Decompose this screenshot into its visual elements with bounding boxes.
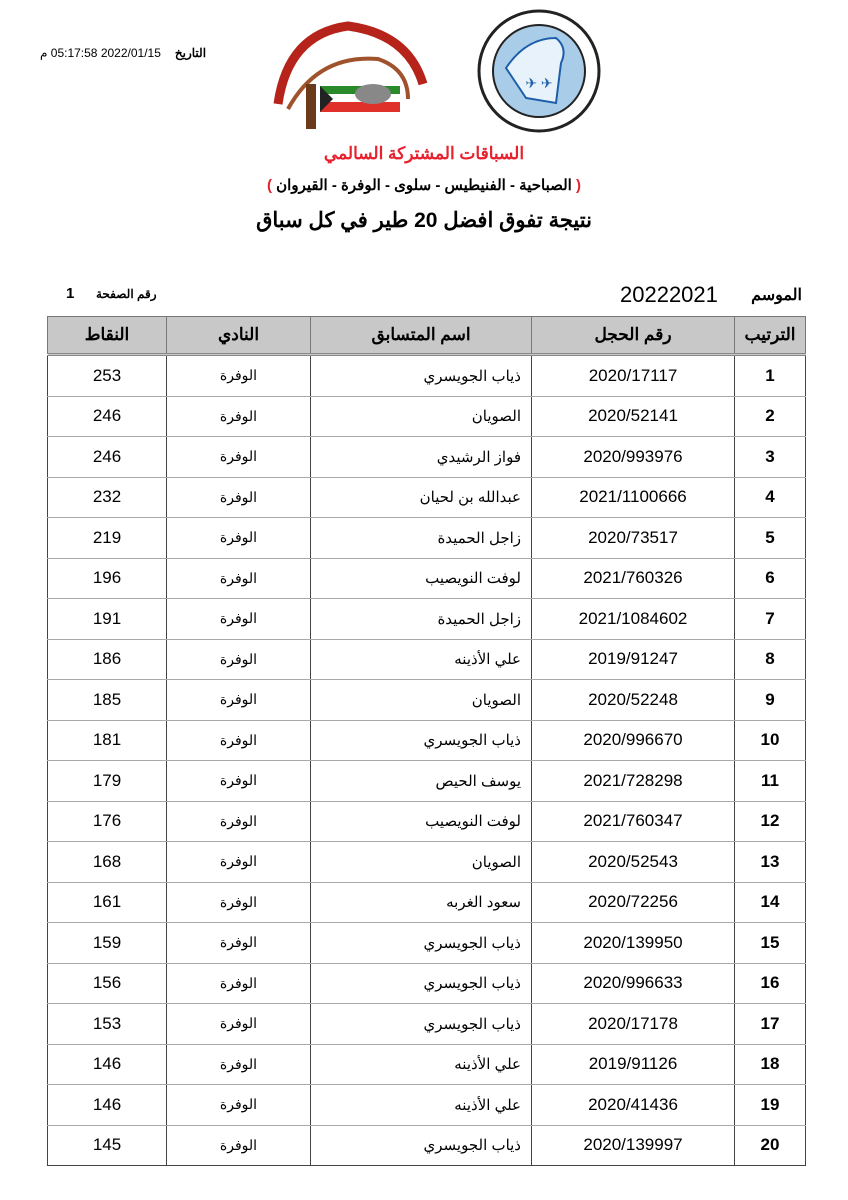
cell-pts: 232 [48, 477, 167, 518]
cell-club: الوفرة [167, 1085, 311, 1126]
cell-ring: 2020/139997 [532, 1125, 735, 1166]
club-logo [258, 14, 438, 134]
col-club: النادي [167, 317, 311, 355]
cell-rank: 13 [735, 842, 806, 883]
cell-pts: 146 [48, 1044, 167, 1085]
cell-ring: 2019/91126 [532, 1044, 735, 1085]
cell-pts: 161 [48, 882, 167, 923]
cell-name: ذياب الجويسري [311, 963, 532, 1004]
table-row [48, 842, 806, 883]
race-list [0, 176, 848, 194]
cell-pts: 196 [48, 558, 167, 599]
cell-rank: 3 [735, 437, 806, 478]
table-row [48, 437, 806, 478]
cell-name: ذياب الجويسري [311, 355, 532, 397]
table-header-row [48, 317, 806, 355]
page-number-label: رقم الصفحة [96, 287, 157, 301]
cell-club: الوفرة [167, 842, 311, 883]
results-table [47, 316, 806, 1166]
cell-ring: 2020/52543 [532, 842, 735, 883]
table-row [48, 882, 806, 923]
cell-rank: 12 [735, 801, 806, 842]
cell-rank: 17 [735, 1004, 806, 1045]
cell-pts: 156 [48, 963, 167, 1004]
cell-club: الوفرة [167, 558, 311, 599]
cell-pts: 185 [48, 680, 167, 721]
table-row [48, 477, 806, 518]
cell-ring: 2019/91247 [532, 639, 735, 680]
cell-name: فواز الرشيدي [311, 437, 532, 478]
cell-name: ذياب الجويسري [311, 1004, 532, 1045]
cell-club: الوفرة [167, 882, 311, 923]
cell-ring: 2020/993976 [532, 437, 735, 478]
table-row [48, 558, 806, 599]
cell-club: الوفرة [167, 599, 311, 640]
date-label: التاريخ [174, 46, 207, 60]
cell-rank: 1 [735, 355, 806, 397]
cell-name: لوفت النويصيب [311, 801, 532, 842]
cell-ring: 2020/52248 [532, 680, 735, 721]
col-name: اسم المتسابق [311, 317, 532, 355]
cell-rank: 19 [735, 1085, 806, 1126]
cell-ring: 2021/1100666 [532, 477, 735, 518]
table-row [48, 518, 806, 559]
report-title: نتيجة تفوق افضل 20 طير في كل سباق [256, 209, 592, 232]
cell-pts: 145 [48, 1125, 167, 1166]
cell-club: الوفرة [167, 1044, 311, 1085]
season-value: 20222021 [620, 282, 718, 307]
paren-open: ( [576, 177, 582, 194]
cell-ring: 2021/1084602 [532, 599, 735, 640]
cell-name: سعود الغربه [311, 882, 532, 923]
cell-ring: 2020/52141 [532, 396, 735, 437]
table-row [48, 599, 806, 640]
cell-rank: 2 [735, 396, 806, 437]
cell-ring: 2020/17117 [532, 355, 735, 397]
date-value: 2022/01/15 05:17:58 م [40, 46, 161, 60]
cell-club: الوفرة [167, 396, 311, 437]
table-row [48, 1125, 806, 1166]
cell-club: الوفرة [167, 355, 311, 397]
competition-title: السباقات المشتركة السالمي [323, 144, 525, 163]
report-date [40, 46, 206, 60]
col-points: النقاط [48, 317, 167, 355]
cell-rank: 18 [735, 1044, 806, 1085]
cell-rank: 10 [735, 720, 806, 761]
cell-ring: 2020/41436 [532, 1085, 735, 1126]
cell-ring: 2020/996633 [532, 963, 735, 1004]
cell-rank: 4 [735, 477, 806, 518]
cell-name: زاجل الحميدة [311, 518, 532, 559]
cell-club: الوفرة [167, 1125, 311, 1166]
table-row [48, 1004, 806, 1045]
cell-name: الصويان [311, 680, 532, 721]
cell-pts: 253 [48, 355, 167, 397]
cell-club: الوفرة [167, 518, 311, 559]
table-row [48, 1085, 806, 1126]
cell-name: عبدالله بن لحيان [311, 477, 532, 518]
cell-name: لوفت النويصيب [311, 558, 532, 599]
cell-club: الوفرة [167, 720, 311, 761]
cell-ring: 2020/139950 [532, 923, 735, 964]
cell-name: ذياب الجويسري [311, 923, 532, 964]
cell-name: الصويان [311, 396, 532, 437]
cell-rank: 15 [735, 923, 806, 964]
cell-ring: 2020/72256 [532, 882, 735, 923]
page-number: 1 [66, 285, 75, 302]
cell-rank: 8 [735, 639, 806, 680]
season-label: الموسم [751, 287, 802, 304]
cell-ring: 2020/17178 [532, 1004, 735, 1045]
cell-rank: 16 [735, 963, 806, 1004]
table-row [48, 801, 806, 842]
cell-club: الوفرة [167, 923, 311, 964]
table-row [48, 1044, 806, 1085]
race-names: الصباحية - الفنيطيس - سلوى - الوفرة - القيروان [276, 177, 572, 194]
cell-ring: 2021/760326 [532, 558, 735, 599]
cell-name: علي الأذينه [311, 1044, 532, 1085]
table-row [48, 639, 806, 680]
cell-pts: 181 [48, 720, 167, 761]
cell-pts: 191 [48, 599, 167, 640]
cell-club: الوفرة [167, 477, 311, 518]
cell-pts: 176 [48, 801, 167, 842]
cell-pts: 146 [48, 1085, 167, 1126]
cell-pts: 153 [48, 1004, 167, 1045]
cell-ring: 2021/728298 [532, 761, 735, 802]
paren-close: ) [266, 177, 272, 194]
cell-name: زاجل الحميدة [311, 599, 532, 640]
cell-pts: 159 [48, 923, 167, 964]
cell-name: علي الأذينه [311, 639, 532, 680]
table-row [48, 761, 806, 802]
cell-name: الصويان [311, 842, 532, 883]
federation-logo [476, 8, 602, 134]
cell-ring: 2020/73517 [532, 518, 735, 559]
cell-rank: 9 [735, 680, 806, 721]
cell-name: ذياب الجويسري [311, 1125, 532, 1166]
cell-rank: 20 [735, 1125, 806, 1166]
table-row [48, 963, 806, 1004]
cell-ring: 2021/760347 [532, 801, 735, 842]
table-row [48, 720, 806, 761]
cell-pts: 179 [48, 761, 167, 802]
cell-club: الوفرة [167, 437, 311, 478]
cell-club: الوفرة [167, 963, 311, 1004]
cell-name: يوسف الحيص [311, 761, 532, 802]
cell-club: الوفرة [167, 761, 311, 802]
cell-pts: 246 [48, 396, 167, 437]
cell-rank: 7 [735, 599, 806, 640]
cell-name: ذياب الجويسري [311, 720, 532, 761]
table-row [48, 396, 806, 437]
cell-pts: 219 [48, 518, 167, 559]
cell-rank: 11 [735, 761, 806, 802]
table-row [48, 680, 806, 721]
cell-pts: 186 [48, 639, 167, 680]
cell-rank: 6 [735, 558, 806, 599]
cell-rank: 14 [735, 882, 806, 923]
col-ring: رقم الحجل [532, 317, 735, 355]
table-row [48, 923, 806, 964]
svg-text:✈ ✈: ✈ ✈ [525, 75, 553, 91]
col-rank: الترتيب [735, 317, 806, 355]
cell-club: الوفرة [167, 639, 311, 680]
cell-club: الوفرة [167, 680, 311, 721]
cell-rank: 5 [735, 518, 806, 559]
cell-club: الوفرة [167, 1004, 311, 1045]
table-row [48, 355, 806, 397]
cell-pts: 168 [48, 842, 167, 883]
cell-club: الوفرة [167, 801, 311, 842]
cell-name: علي الأذينه [311, 1085, 532, 1126]
cell-pts: 246 [48, 437, 167, 478]
cell-ring: 2020/996670 [532, 720, 735, 761]
